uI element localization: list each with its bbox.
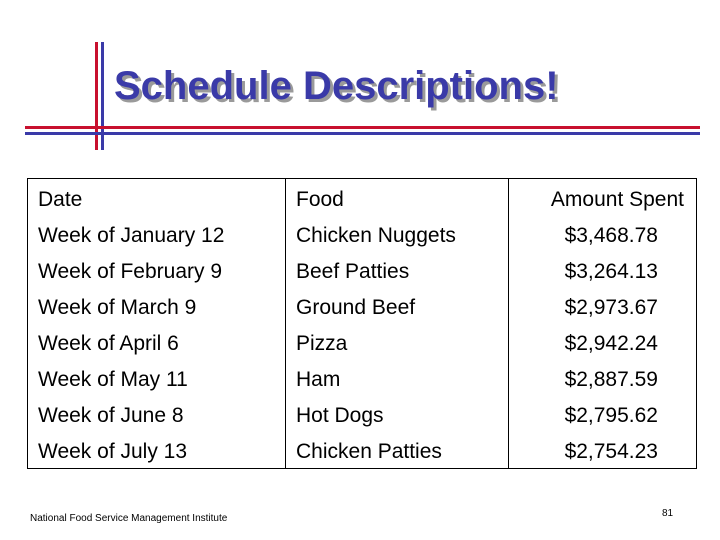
row-date: Week of May 11: [38, 368, 188, 391]
page-title: Schedule Descriptions!: [114, 64, 559, 108]
row-food: Beef Patties: [296, 260, 410, 283]
row-food: Chicken Patties: [296, 440, 442, 463]
row-food: Chicken Nuggets: [296, 224, 456, 247]
schedule-table: [27, 178, 697, 469]
title-rule-horizontal-blue: [25, 132, 700, 135]
row-food: Ham: [296, 368, 341, 391]
row-food: Ground Beef: [296, 296, 416, 319]
row-amount: $3,468.78: [564, 224, 658, 247]
column-divider: [285, 179, 286, 468]
row-amount: $3,264.13: [564, 260, 658, 283]
row-amount: $2,973.67: [564, 296, 658, 319]
row-amount: $2,942.24: [564, 332, 658, 355]
title-rule-horizontal-red: [25, 126, 700, 129]
row-date: Week of April 6: [38, 332, 179, 355]
row-date: Week of July 13: [38, 440, 188, 463]
row-food: Hot Dogs: [296, 404, 384, 427]
header-food: Food: [296, 188, 344, 211]
header-date: Date: [38, 188, 83, 211]
row-date: Week of June 8: [38, 404, 184, 427]
row-food: Pizza: [296, 332, 348, 355]
row-amount: $2,754.23: [564, 440, 658, 463]
row-amount: $2,795.62: [564, 404, 658, 427]
row-date: Week of February 9: [38, 260, 223, 283]
row-date: Week of January 12: [38, 224, 225, 247]
footer-organization: National Food Service Management Institute: [30, 513, 228, 524]
header-amount: Amount Spent: [550, 188, 684, 211]
row-amount: $2,887.59: [564, 368, 658, 391]
column-divider: [508, 179, 509, 468]
page-number: 81: [662, 508, 674, 519]
row-date: Week of March 9: [38, 296, 197, 319]
